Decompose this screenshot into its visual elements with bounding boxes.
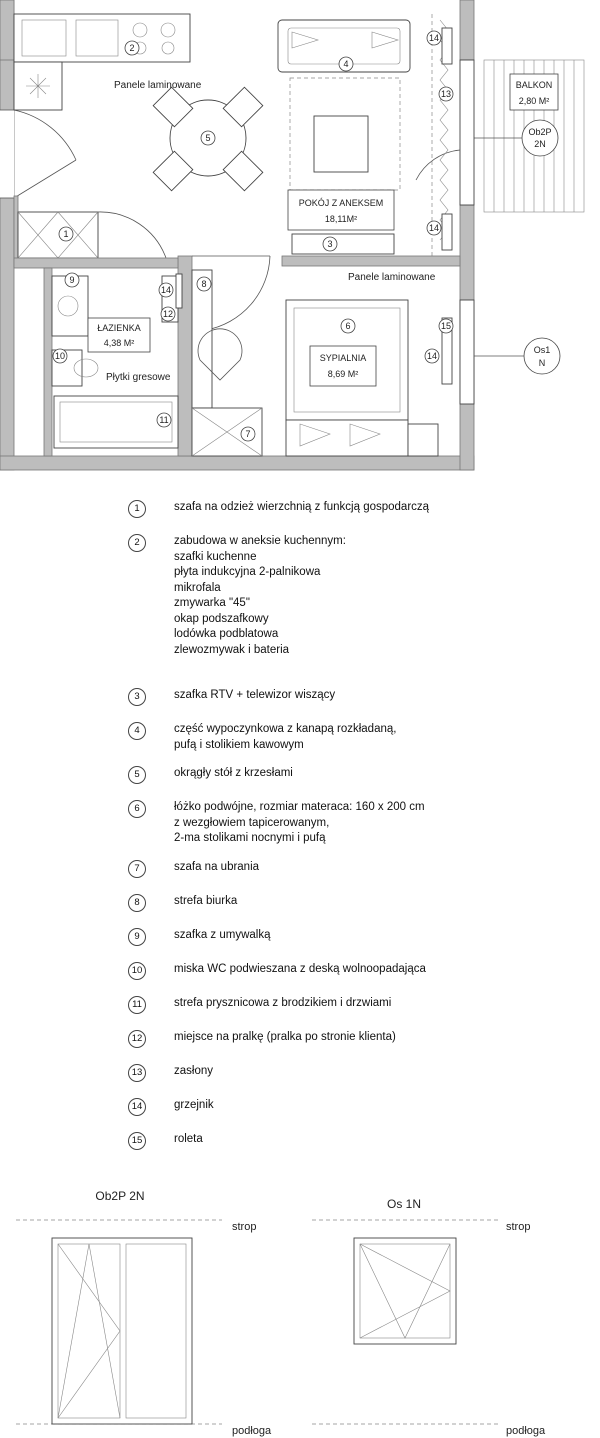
svg-text:14: 14 [160, 285, 172, 295]
legend-item-10 [128, 962, 588, 996]
legend-num: 15 [128, 1132, 146, 1150]
nightstand [408, 424, 438, 456]
plan-marker-13 [439, 87, 453, 101]
bedroom-window-tag [524, 338, 560, 374]
svg-text:10: 10 [54, 351, 66, 361]
plan-marker-11 [157, 413, 171, 427]
legend-num: 14 [128, 1098, 146, 1116]
legend [128, 500, 588, 1166]
svg-text:13: 13 [440, 89, 452, 99]
radiator-bathroom [176, 274, 182, 308]
wall-left [0, 0, 14, 470]
plan-marker-2 [125, 41, 139, 55]
legend-item-9 [128, 928, 588, 962]
legend-item-4 [128, 722, 588, 766]
plan-marker-5 [201, 131, 215, 145]
legend-text: część wypoczynkowa z kanapą rozkładaną, pufą i stolikiem kawowym [174, 723, 397, 751]
wall-bathroom-left [44, 268, 52, 456]
legend-num: 13 [128, 1064, 146, 1082]
legend-num: 9 [128, 928, 146, 946]
svg-text:11: 11 [159, 415, 169, 425]
plan-marker-7 [241, 427, 255, 441]
bathroom-name: ŁAZIENKA [97, 323, 141, 333]
plan-marker-4 [339, 57, 353, 71]
window-elevations [0, 1178, 600, 1438]
legend-text: roleta [174, 1133, 203, 1145]
legend-text: miejsce na pralkę (pralka po stronie klienta) [174, 1031, 396, 1043]
legend-num: 5 [128, 766, 146, 784]
coffee-table [314, 116, 368, 172]
legend-text: zabudowa w aneksie kuchennym: szafki kuchenne płyta indukcyjna 2-palnikowa mikrofala zmywarka "45" okap podszafkowy lodówka podblatowa zlewozmywak i bateria [174, 535, 346, 656]
living-area: 18,11M² [324, 214, 358, 224]
balcony-area: 2,80 M² [518, 96, 550, 106]
wall-right-top [460, 0, 474, 60]
bedroom-window-tag-line2: N [538, 358, 546, 368]
plan-marker-12 [161, 307, 175, 321]
legend-item-2 [128, 534, 588, 688]
legend-item-13 [128, 1064, 588, 1098]
legend-text: zasłony [174, 1065, 213, 1077]
legend-num: 6 [128, 800, 146, 818]
legend-text: strefa prysznicowa z brodzikiem i drzwiami [174, 997, 392, 1009]
balcony-door-frame [460, 60, 474, 205]
legend-text: szafka z umywalką [174, 929, 271, 941]
legend-num: 12 [128, 1030, 146, 1048]
legend-item-5 [128, 766, 588, 800]
svg-text:15: 15 [440, 321, 452, 331]
legend-item-1 [128, 500, 588, 534]
plan-marker-1 [59, 227, 73, 241]
legend-text: grzejnik [174, 1099, 214, 1111]
plan-marker-15 [439, 319, 453, 333]
entrance-opening [0, 110, 14, 198]
plan-marker-9 [65, 273, 79, 287]
kitchen-counter [14, 14, 190, 62]
balcony-name: BALKON [515, 80, 553, 90]
legend-item-6 [128, 800, 588, 860]
plan-marker-3 [323, 237, 337, 251]
legend-num: 7 [128, 860, 146, 878]
legend-item-12 [128, 1030, 588, 1064]
wall-bathroom-top [14, 258, 178, 268]
svg-text:1: 1 [63, 229, 69, 239]
plan-marker-6 [341, 319, 355, 333]
tv-cabinet [292, 234, 394, 254]
legend-text: szafa na ubrania [174, 861, 260, 873]
legend-item-15 [128, 1132, 588, 1166]
balcony-door-tag [522, 120, 558, 156]
svg-text:14: 14 [428, 33, 440, 43]
bathroom-door-swing [98, 212, 166, 258]
bedroom-label-box [310, 346, 376, 386]
wall-left-top [0, 0, 14, 60]
svg-text:12: 12 [162, 309, 174, 319]
legend-num: 3 [128, 688, 146, 706]
elevation-left-title: Ob2P 2N [95, 1189, 145, 1203]
radiator-living-top [442, 28, 452, 64]
svg-text:5: 5 [205, 133, 211, 143]
bedroom-window-tag-line1: Os1 [533, 345, 551, 355]
bathroom-floor-label: Płytki gresowe [106, 372, 171, 383]
entrance-door-swing [14, 110, 76, 198]
living-name: POKÓJ Z ANEKSEM [298, 198, 384, 208]
svg-text:7: 7 [245, 429, 251, 439]
legend-text: łóżko podwójne, rozmiar materaca: 160 x 200 cm z wezgłowiem tapicerowanym, 2-ma stolikami nocnymi i pufą [174, 801, 425, 844]
legend-item-3 [128, 688, 588, 722]
elevation-left-ceiling-label: strop [232, 1221, 257, 1233]
plan-marker-14d [425, 349, 439, 363]
wall-bottom [0, 456, 474, 470]
elevation-left-floor-label: podłoga [232, 1425, 272, 1437]
plan-marker-14a [427, 31, 441, 45]
bedroom-window-elevation [354, 1238, 456, 1344]
legend-text: miska WC podwieszana z deską wolnoopadająca [174, 963, 426, 975]
legend-num: 4 [128, 722, 146, 740]
plan-marker-8 [197, 277, 211, 291]
svg-text:3: 3 [327, 239, 333, 249]
legend-text: strefa biurka [174, 895, 238, 907]
legend-item-14 [128, 1098, 588, 1132]
entrance-wardrobe [18, 212, 98, 258]
balcony-door-tag-line2: 2N [534, 139, 546, 149]
svg-text:2: 2 [129, 43, 135, 53]
plan-marker-14b [427, 221, 441, 235]
balcony-door-swing [416, 150, 460, 180]
bedroom-floor-label: Panele laminowane [348, 272, 436, 283]
living-floor-label: Panele laminowane [114, 80, 202, 91]
balcony-door-elevation [52, 1238, 192, 1424]
wall-living-bedroom [282, 256, 460, 266]
legend-text: szafka RTV + telewizor wiszący [174, 689, 336, 701]
floor-plan [0, 0, 600, 480]
wall-hall-left [14, 196, 18, 266]
bathroom-area: 4,38 M² [103, 338, 135, 348]
legend-item-8 [128, 894, 588, 928]
balcony-door-tag-line1: Ob2P [528, 127, 552, 137]
legend-text: szafa na odzież wierzchnią z funkcją gospodarczą [174, 501, 430, 513]
plan-marker-14c [159, 283, 173, 297]
legend-num: 11 [128, 996, 146, 1014]
radiator-living-bottom [442, 214, 452, 250]
svg-text:14: 14 [428, 223, 440, 233]
legend-item-11 [128, 996, 588, 1030]
svg-text:8: 8 [201, 279, 207, 289]
svg-text:6: 6 [345, 321, 351, 331]
living-label-box [288, 190, 394, 230]
legend-item-7 [128, 860, 588, 894]
bedroom-area: 8,69 M² [327, 369, 359, 379]
plan-marker-10 [53, 349, 67, 363]
legend-num: 2 [128, 534, 146, 552]
svg-text:9: 9 [69, 275, 75, 285]
legend-text: okrągły stół z krzesłami [174, 767, 293, 779]
svg-text:4: 4 [343, 59, 349, 69]
elevation-right-ceiling-label: strop [506, 1221, 531, 1233]
bedroom-name: SYPIALNIA [319, 353, 367, 363]
elevation-right-floor-label: podłoga [506, 1425, 546, 1437]
legend-num: 1 [128, 500, 146, 518]
svg-text:14: 14 [426, 351, 438, 361]
bedroom-window-frame [460, 300, 474, 404]
legend-num: 8 [128, 894, 146, 912]
elevation-right-title: Os 1N [386, 1197, 422, 1211]
legend-num: 10 [128, 962, 146, 980]
